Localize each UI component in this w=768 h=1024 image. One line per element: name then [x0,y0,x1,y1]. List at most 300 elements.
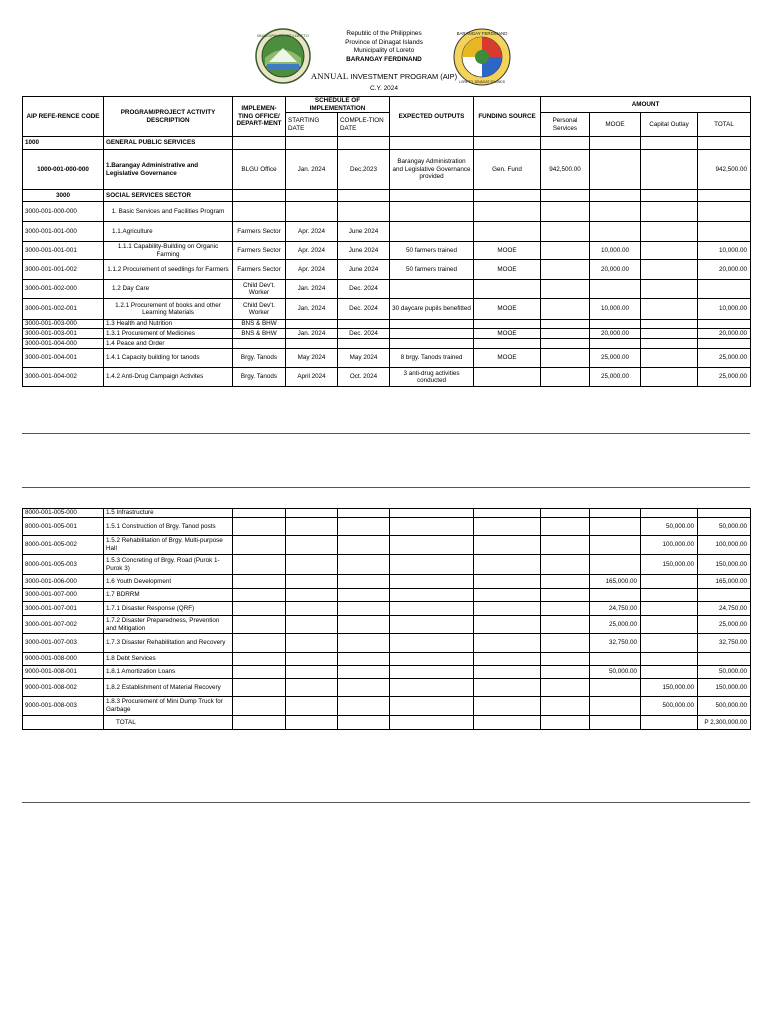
table-row [23,242,751,260]
cell-office: BNS & BHW [233,320,286,329]
cell-co [641,280,698,299]
cell-start [286,509,338,518]
cell-code: 9000-001-008-003 [23,697,104,716]
col-header-end: COMPLE-TION DATE [338,113,390,137]
cell-mooe [590,536,641,555]
cell-ps [541,242,590,260]
cell-mooe: 32,750.00 [590,634,641,653]
calendar-year: C.Y. 2024 [369,85,399,92]
cell-funding [474,518,541,536]
cell-program: 1.8 Debt Services [104,653,233,666]
cell-program: 1.5.2 Rehabilitation of Brgy. Multi-purpose Hall [104,536,233,555]
cell-co [641,349,698,368]
cell-co: 500,000.00 [641,697,698,716]
aip-table-page-2 [22,508,751,730]
cell-start [286,202,338,222]
cell-empty [390,716,474,730]
col-header-office: IMPLEMEN-TING OFFICE/ DEPART-MENT [233,97,286,137]
cell-co [641,589,698,602]
cell-funding [474,679,541,697]
cell-start [286,320,338,329]
cell-end [338,679,390,697]
cell-outputs [390,202,474,222]
table-row [23,666,751,679]
cell-code: 8000-001-005-002 [23,536,104,555]
cell-office [233,190,286,202]
total-row [23,716,751,730]
cell-funding [474,320,541,329]
cell-outputs [390,666,474,679]
cell-end [338,137,390,150]
cell-funding [474,222,541,242]
cell-end [338,536,390,555]
cell-office: Farmers Sector [233,222,286,242]
cell-start [286,190,338,202]
cell-total: 942,500.00 [698,150,751,190]
col-header-co: Capital Outlay [641,113,698,137]
cell-start [286,339,338,349]
cell-empty [474,716,541,730]
cell-total: 100,000.00 [698,536,751,555]
cell-total: 10,000.00 [698,299,751,320]
cell-start [286,589,338,602]
cell-outputs: 50 farmers trained [390,242,474,260]
cell-program: 1.6 Youth Development [104,575,233,589]
cell-start [286,518,338,536]
cell-start [286,555,338,575]
cell-co [641,320,698,329]
cell-funding [474,666,541,679]
cell-program: 1.4.1 Capacity building for tanods [104,349,233,368]
total-label: TOTAL [104,716,233,730]
cell-code: 3000-001-002-000 [23,280,104,299]
cell-mooe: 20,000.00 [590,260,641,280]
cell-co [641,150,698,190]
cell-office [233,602,286,616]
cell-office: Farmers Sector [233,260,286,280]
cell-code: 3000-001-001-001 [23,242,104,260]
cell-co: 100,000.00 [641,536,698,555]
cell-total: 150,000.00 [698,555,751,575]
cell-program: 1.7.3 Disaster Rehabilitation and Recovery [104,634,233,653]
cell-total: 150,000.00 [698,679,751,697]
cell-start: May 2024 [286,349,338,368]
cell-end [338,555,390,575]
cell-co [641,299,698,320]
cell-start [286,634,338,653]
cell-program: 1.3 Health and Nutrition [104,320,233,329]
cell-total: 165,000.00 [698,575,751,589]
cell-funding [474,509,541,518]
cell-code: 9000-001-008-000 [23,653,104,666]
table-row [23,299,751,320]
cell-mooe [590,339,641,349]
cell-ps [541,339,590,349]
cell-end [338,666,390,679]
cell-funding: MOOE [474,299,541,320]
cell-program: 1.7.1 Disaster Response (QRF) [104,602,233,616]
cell-office [233,653,286,666]
cell-ps [541,602,590,616]
cell-outputs [390,697,474,716]
cell-code: 3000-001-001-002 [23,260,104,280]
cell-outputs [390,536,474,555]
cell-mooe: 25,000.00 [590,349,641,368]
cell-office [233,616,286,634]
table-row [23,320,751,329]
cell-program: 1.4 Peace and Order [104,339,233,349]
cell-end [338,575,390,589]
cell-start [286,137,338,150]
cell-end [338,320,390,329]
cell-co [641,634,698,653]
cell-end [338,202,390,222]
cell-outputs [390,602,474,616]
cell-code: 3000-001-004-002 [23,368,104,387]
table-row [23,137,751,150]
cell-office: Brgy. Tanods [233,349,286,368]
table-row [23,536,751,555]
svg-text:BARANGAY FERDINAND: BARANGAY FERDINAND [456,31,508,36]
cell-end [338,653,390,666]
cell-funding: MOOE [474,349,541,368]
cell-end [338,339,390,349]
cell-mooe: 25,000.00 [590,368,641,387]
table-row [23,697,751,716]
cell-end [338,518,390,536]
cell-funding [474,202,541,222]
cell-mooe [590,679,641,697]
cell-co: 50,000.00 [641,518,698,536]
cell-program: 1.8.2 Establishment of Material Recovery [104,679,233,697]
cell-code: 3000-001-007-002 [23,616,104,634]
col-header-program: PROGRAM/PROJECT ACTIVITY DESCRIPTION [104,97,233,137]
table-row [23,589,751,602]
cell-total: 25,000.00 [698,368,751,387]
cell-ps [541,589,590,602]
municipality-line: Municipality of Loreto [353,47,415,55]
cell-code: 3000-001-003-001 [23,329,104,339]
cell-funding [474,602,541,616]
col-header-total: TOTAL [698,113,751,137]
cell-code [23,716,104,730]
cell-ps [541,697,590,716]
cell-mooe [590,202,641,222]
cell-total: 10,000.00 [698,242,751,260]
cell-end: June 2024 [338,222,390,242]
cell-ps [541,509,590,518]
table-row [23,222,751,242]
cell-mooe [590,518,641,536]
cell-office: BNS & BHW [233,329,286,339]
cell-start [286,666,338,679]
cell-outputs: Barangay Administration and Legislative Governance provided [390,150,474,190]
cell-program: 1.2.1 Procurement of books and other Learning Materials [104,299,233,320]
svg-text:MUNICIPALITY OF LORETO: MUNICIPALITY OF LORETO [257,33,309,38]
cell-ps [541,222,590,242]
cell-total [698,653,751,666]
cell-ps [541,616,590,634]
cell-start [286,679,338,697]
cell-total: 20,000.00 [698,329,751,339]
cell-mooe [590,190,641,202]
cell-code: 3000-001-007-003 [23,634,104,653]
table-row [23,555,751,575]
cell-total [698,280,751,299]
cell-funding [474,653,541,666]
cell-end: Dec. 2024 [338,329,390,339]
cell-co: 150,000.00 [641,679,698,697]
cell-office [233,575,286,589]
cell-funding: MOOE [474,329,541,339]
cell-office [233,697,286,716]
cell-ps [541,280,590,299]
cell-co [641,339,698,349]
cell-program: 1.8.3 Procurement of Mini Dump Truck for Garbage [104,697,233,716]
table-row [23,602,751,616]
cell-funding [474,697,541,716]
col-header-schedule: SCHEDULE OF IMPLEMENTATION [286,97,390,113]
cell-program: 1.7.2 Disaster Preparedness, Prevention and Mitigation [104,616,233,634]
cell-start [286,602,338,616]
cell-code: 8000-001-005-000 [23,509,104,518]
cell-empty [590,716,641,730]
cell-co [641,602,698,616]
cell-empty [641,716,698,730]
cell-outputs [390,222,474,242]
cell-total: 20,000.00 [698,260,751,280]
cell-program: 1.5.3 Concreting of Brgy. Road (Purok 1-Purok 3) [104,555,233,575]
cell-ps [541,575,590,589]
cell-code: 9000-001-008-002 [23,679,104,697]
cell-funding [474,616,541,634]
cell-office [233,634,286,653]
cell-ps [541,299,590,320]
cell-office [233,339,286,349]
cell-ps [541,679,590,697]
table-row [23,150,751,190]
cell-program: 1.1.Agriculture [104,222,233,242]
page-separator-3 [22,802,750,803]
cell-program: 1.7 BDRRM [104,589,233,602]
cell-ps [541,653,590,666]
cell-end: Oct. 2024 [338,368,390,387]
cell-office: Farmers Sector [233,242,286,260]
cell-outputs [390,518,474,536]
cell-end: Dec.2023 [338,150,390,190]
cell-code: 1000-001-000-000 [23,150,104,190]
cell-empty [286,716,338,730]
cell-co [641,242,698,260]
cell-end: Dec. 2024 [338,280,390,299]
cell-outputs [390,137,474,150]
cell-co [641,616,698,634]
cell-total [698,589,751,602]
cell-outputs [390,329,474,339]
cell-start [286,697,338,716]
cell-program: 1.1.1 Capability-Building on Organic Farming [104,242,233,260]
cell-mooe [590,653,641,666]
cell-funding [474,137,541,150]
cell-code: 1000 [23,137,104,150]
cell-start: Jan. 2024 [286,280,338,299]
cell-end: June 2024 [338,242,390,260]
cell-outputs [390,320,474,329]
cell-co [641,329,698,339]
cell-ps [541,555,590,575]
cell-co [641,222,698,242]
cell-office [233,666,286,679]
table-row [23,518,751,536]
table-row [23,280,751,299]
page-separator-1 [22,433,750,434]
cell-total [698,509,751,518]
col-header-amount: AMOUNT [541,97,751,113]
cell-funding [474,555,541,575]
title-prefix: ANNUAL [310,71,349,81]
cell-ps [541,260,590,280]
cell-total [698,222,751,242]
cell-funding [474,368,541,387]
cell-office [233,589,286,602]
table-row [23,634,751,653]
cell-start: Jan. 2024 [286,299,338,320]
cell-code: 3000-001-000-000 [23,202,104,222]
cell-outputs: 30 daycare pupils benefitted [390,299,474,320]
cell-start [286,616,338,634]
document-title [0,72,768,81]
cell-end [338,697,390,716]
cell-mooe [590,320,641,329]
cell-co [641,575,698,589]
cell-co [641,202,698,222]
table-row [23,329,751,339]
cell-end [338,509,390,518]
cell-funding: MOOE [474,242,541,260]
cell-outputs [390,616,474,634]
cell-program: 1.5.1 Construction of Brgy. Tanod posts [104,518,233,536]
table-row [23,679,751,697]
cell-start: Jan. 2024 [286,329,338,339]
cell-outputs: 3 anti-drug activities conducted [390,368,474,387]
cell-empty [338,716,390,730]
cell-mooe [590,150,641,190]
cell-mooe: 165,000.00 [590,575,641,589]
cell-program: 1.4.2 Anti-Drug Campaign Activites [104,368,233,387]
cell-co [641,190,698,202]
cell-start: Apr. 2024 [286,242,338,260]
col-header-start: STARTING DATE [286,113,338,137]
cell-code: 3000-001-007-001 [23,602,104,616]
cell-ps [541,137,590,150]
cell-code: 3000-001-007-000 [23,589,104,602]
col-header-code: AIP REFE-RENCE CODE [23,97,104,137]
republic-line: Republic of the Philippines [346,30,422,37]
cell-code: 3000 [23,190,104,202]
cell-total [698,339,751,349]
cell-funding [474,575,541,589]
cell-co [641,260,698,280]
cell-office [233,518,286,536]
cell-ps [541,368,590,387]
cell-outputs [390,589,474,602]
col-header-outputs: EXPECTED OUTPUTS [390,97,474,137]
cell-outputs [390,555,474,575]
cell-ps [541,320,590,329]
cell-code: 3000-001-004-000 [23,339,104,349]
cell-empty [541,716,590,730]
cell-outputs [390,190,474,202]
cell-start: April 2024 [286,368,338,387]
cell-outputs [390,280,474,299]
province-line: Province of Dinagat Islands [345,38,423,46]
cell-program: 1.5 Infrastructure [104,509,233,518]
cell-total: 24,750.00 [698,602,751,616]
cell-funding [474,589,541,602]
cell-program: 1. Basic Services and Facilities Program [104,202,233,222]
cell-mooe: 10,000.00 [590,242,641,260]
cell-office [233,137,286,150]
cell-outputs [390,575,474,589]
cell-program: 1.1.2 Procurement of seedlings for Farmers [104,260,233,280]
cell-funding [474,536,541,555]
cell-code: 8000-001-005-001 [23,518,104,536]
table-row [23,349,751,368]
cell-total: 25,000.00 [698,616,751,634]
cell-mooe [590,509,641,518]
cell-funding: MOOE [474,260,541,280]
cell-outputs: 8 brgy. Tanods trained [390,349,474,368]
cell-office [233,202,286,222]
cell-mooe [590,137,641,150]
cell-mooe [590,555,641,575]
cell-mooe [590,222,641,242]
cell-mooe: 10,000.00 [590,299,641,320]
cell-total [698,202,751,222]
table-row [23,190,751,202]
cell-start [286,575,338,589]
header-text-block [316,30,452,64]
cell-total: 50,000.00 [698,666,751,679]
cell-outputs [390,679,474,697]
cell-code: 3000-001-003-000 [23,320,104,329]
cell-end [338,190,390,202]
cell-ps [541,518,590,536]
cell-end [338,634,390,653]
table-row [23,368,751,387]
cell-total [698,320,751,329]
cell-mooe: 24,750.00 [590,602,641,616]
page-separator-2 [22,487,750,488]
cell-ps [541,349,590,368]
cell-office: BLGU Office [233,150,286,190]
cell-co: 150,000.00 [641,555,698,575]
cell-co [641,368,698,387]
cell-ps [541,202,590,222]
cell-outputs [390,509,474,518]
cell-outputs [390,653,474,666]
table-row [23,616,751,634]
cell-office [233,555,286,575]
table-row [23,339,751,349]
cell-start: Apr. 2024 [286,222,338,242]
cell-office: Brgy. Tanods [233,368,286,387]
cell-co [641,509,698,518]
cell-total: 500,000.00 [698,697,751,716]
cell-start [286,536,338,555]
cell-program: SOCIAL SERVICES SECTOR [104,190,233,202]
cell-start: Jan. 2024 [286,150,338,190]
